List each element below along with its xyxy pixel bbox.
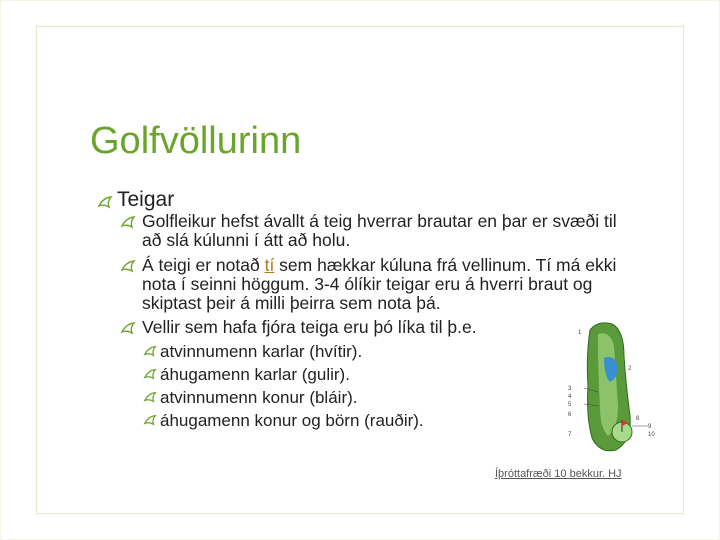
- sub-bullet-3: atvinnumenn konur (bláir).: [143, 388, 357, 407]
- bullet-icon: [120, 320, 136, 336]
- map-label-1: 1: [578, 330, 582, 336]
- map-label-4: 4: [568, 394, 572, 400]
- sub-bullet-1: atvinnumenn karlar (hvítir).: [143, 342, 362, 361]
- map-label-6: 6: [568, 412, 572, 418]
- slide-title: Golfvöllurinn: [90, 120, 302, 162]
- bullet-icon: [120, 258, 136, 274]
- map-label-7: 7: [568, 432, 572, 438]
- sub-bullet-2: áhugamenn karlar (gulir).: [143, 365, 350, 384]
- bullet-icon: [143, 344, 157, 358]
- map-label-9: 9: [648, 424, 652, 430]
- map-label-8: 8: [636, 416, 640, 422]
- bullet-ti: Á teigi er notað tí sem hækkar kúluna frá vellinum. Tí má ekki nota í seinni höggum. 3-4 ólíkir teigar eru á hverri braut og skiptast þeir á milli þeirra sem nota þá.: [120, 256, 630, 313]
- map-label-2: 2: [628, 366, 632, 372]
- bullet-icon: [97, 194, 113, 210]
- bullet-teigar: Teigar: [97, 190, 174, 209]
- bullet-icon: [143, 367, 157, 381]
- bullet-vellir: Vellir sem hafa fjóra teiga eru þó líka til þ.e.: [120, 318, 630, 337]
- sub-bullet-4: áhugamenn konur og börn (rauðir).: [143, 411, 424, 430]
- golf-hole-map: [564, 316, 660, 456]
- bullet-icon: [120, 214, 136, 230]
- bullet-icon: [143, 390, 157, 404]
- map-label-3: 3: [568, 386, 572, 392]
- map-label-5: 5: [568, 402, 572, 408]
- ti-link[interactable]: tí: [264, 255, 275, 275]
- bullet-golfleikur: Golfleikur hefst ávallt á teig hverrar brautar en þar er svæði til að slá kúlunni í átt að holu.: [120, 212, 630, 250]
- bullet-icon: [143, 413, 157, 427]
- map-label-10: 10: [648, 432, 655, 438]
- footer-credit: Íþróttafræði 10 bekkur. HJ: [495, 468, 622, 480]
